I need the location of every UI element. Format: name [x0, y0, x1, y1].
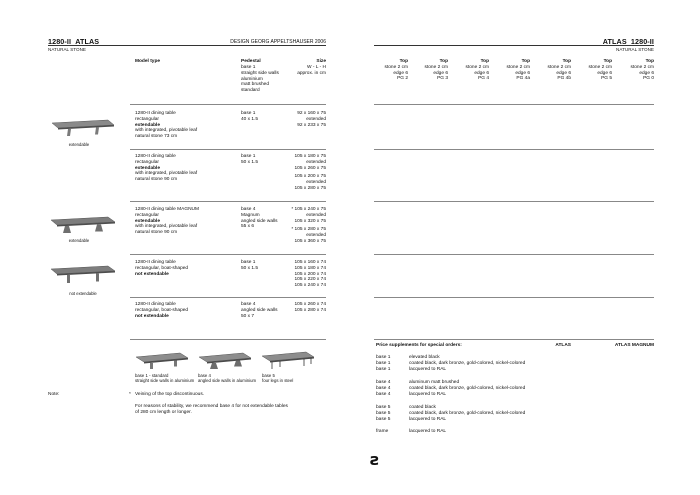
row-caption: extendable: [68, 238, 90, 243]
column-header-atlas-magnum: ATLAS MAGNUM: [614, 343, 654, 348]
column-header-size: Size: [316, 59, 326, 64]
base-5-illustration: [260, 349, 318, 371]
material-label-left: NATURAL STONE: [48, 47, 86, 52]
pedestal-value: base 4 angled side walls 50 x 7: [241, 302, 278, 319]
material-label-right: NATURAL STONE: [616, 47, 654, 52]
model-description: 1280-II dining table rectangular extendable with integrated, pivotable leaf natural stone 73 cm: [135, 111, 198, 140]
base-1-illustration: [134, 349, 192, 371]
model-code: 1280-II: [630, 37, 654, 46]
designer-credit: DESIGN GEORG APPELTSHAUSER 2006: [230, 39, 326, 45]
size-values: 105 x 260 x 74 105 x 280 x 74: [294, 302, 326, 313]
collection-name: ATLAS: [602, 37, 627, 46]
base-4-illustration: [197, 349, 255, 371]
supplement-group: base 5 base 5 base 5: [376, 405, 391, 422]
row-divider: [374, 297, 654, 298]
note-text: Veining of the top discontinuous.: [135, 392, 205, 397]
row-divider: [374, 149, 654, 150]
brand-logo-icon: ƨ: [370, 450, 380, 469]
top-header: Top stone 2 cm edge 6 PG 2: [384, 59, 408, 82]
supplement-group: frame: [376, 429, 389, 434]
size-values: 105 x 160 x 74 105 x 180 x 74 105 x 200 x 74 105 x 220 x 74 105 x 240 x 74: [294, 260, 326, 289]
column-header-model: Model type: [135, 59, 161, 64]
table-illustration: [48, 117, 118, 137]
supplement-group: base 1 base 1 base 1: [376, 355, 391, 372]
top-header: Top stone 2 cm edge 6 PG 3: [424, 59, 448, 82]
model-description: 1280-II dining table rectangular extendable with integrated, pivotable leaf natural stone 90 cm: [135, 154, 198, 183]
row-divider: [130, 339, 326, 340]
note-text: For reasons of stability, we recommend base 4 for not extendable tables of 280 cm length or longer.: [135, 404, 288, 415]
row-divider: [130, 297, 326, 298]
row-divider: [374, 254, 654, 255]
pedestal-value: base 1 50 x 1.5: [241, 154, 259, 165]
top-header: Top stone 2 cm edge 6 PG 4: [465, 59, 489, 82]
row-caption: not extendable: [69, 291, 97, 296]
pedestal-value: base 1 50 x 1.5: [241, 260, 259, 271]
model-description: 1280-II dining table MAGNUM rectangular extendable with integrated, pivotable leaf natural stone 90 cm: [135, 207, 199, 236]
supplement-group: lacquered to RAL: [409, 429, 447, 434]
base-caption: base 1 - standard straight side walls in aluminium: [135, 373, 195, 384]
row-divider: [130, 149, 326, 150]
column-header-atlas: ATLAS: [555, 343, 571, 348]
supplement-group: aluminum matt brushed coated black, dark bronze, gold-colored, nickel-colored lacquered to RAL: [409, 380, 526, 397]
column-header-pedestal: Pedestal: [241, 59, 261, 64]
table-illustration: [48, 263, 118, 285]
base-caption: base 5 four legs in steel: [262, 373, 294, 384]
size-values: 105 x 180 x 75 extended 105 x 260 x 75 105 x 200 x 75 extended 105 x 280 x 75: [294, 154, 326, 191]
pedestal-value: base 1 40 x 1.5: [241, 111, 259, 122]
row-divider: [374, 201, 654, 202]
supplement-group: base 4 base 4 base 4: [376, 380, 391, 397]
base-caption: base 4 angled side walls in aluminium: [198, 373, 257, 384]
table-illustration: [48, 214, 118, 234]
size-values: * 105 x 240 x 75 extended 105 x 320 x 75 * 105 x 280 x 75 extended 105 x 360 x 75: [291, 207, 326, 244]
model-description: 1280-II dining table rectangular, boat-shaped not extendable: [135, 260, 189, 277]
note-label: Note:: [48, 392, 60, 397]
row-divider: [130, 104, 326, 105]
size-subheader: W - L - H approx. in cm: [297, 65, 326, 76]
header-rule-left: [48, 45, 326, 46]
pedestal-value: base 4 Magnum angled side walls 55 x 6: [241, 207, 278, 230]
top-header: Top stone 2 cm edge 6 PG 5: [588, 59, 612, 82]
row-divider: [374, 339, 654, 340]
row-caption: extendable: [68, 142, 90, 147]
collection-name: ATLAS: [75, 37, 100, 46]
note-marker: *: [129, 392, 131, 397]
model-code: 1280-II: [48, 37, 72, 46]
top-header: Top stone 2 cm edge 6 PG 0: [630, 59, 654, 82]
header-rule-right: [374, 45, 654, 46]
row-divider: [130, 254, 326, 255]
top-header: Top stone 2 cm edge 6 PG 4a: [506, 59, 530, 82]
top-header: Top stone 2 cm edge 6 PG 4b: [547, 59, 571, 82]
pedestal-subheader: base 1 straight side walls aluminium matt brushed standard: [241, 65, 279, 94]
supplement-group: elevated black coated black, dark bronze, gold-colored, nickel-colored lacquered to RAL: [409, 355, 526, 372]
row-divider: [374, 104, 654, 105]
price-supplements-title: Price supplements for special orders:: [376, 343, 462, 348]
size-values: 92 x 160 x 75 extended 92 x 233 x 75: [297, 111, 326, 128]
supplement-group: coated black coated black, dark bronze, gold-colored, nickel-colored lacquered to RAL: [409, 405, 526, 422]
row-divider: [130, 201, 326, 202]
model-description: 1280-II dining table rectangular, boat-shaped not extendable: [135, 302, 189, 319]
